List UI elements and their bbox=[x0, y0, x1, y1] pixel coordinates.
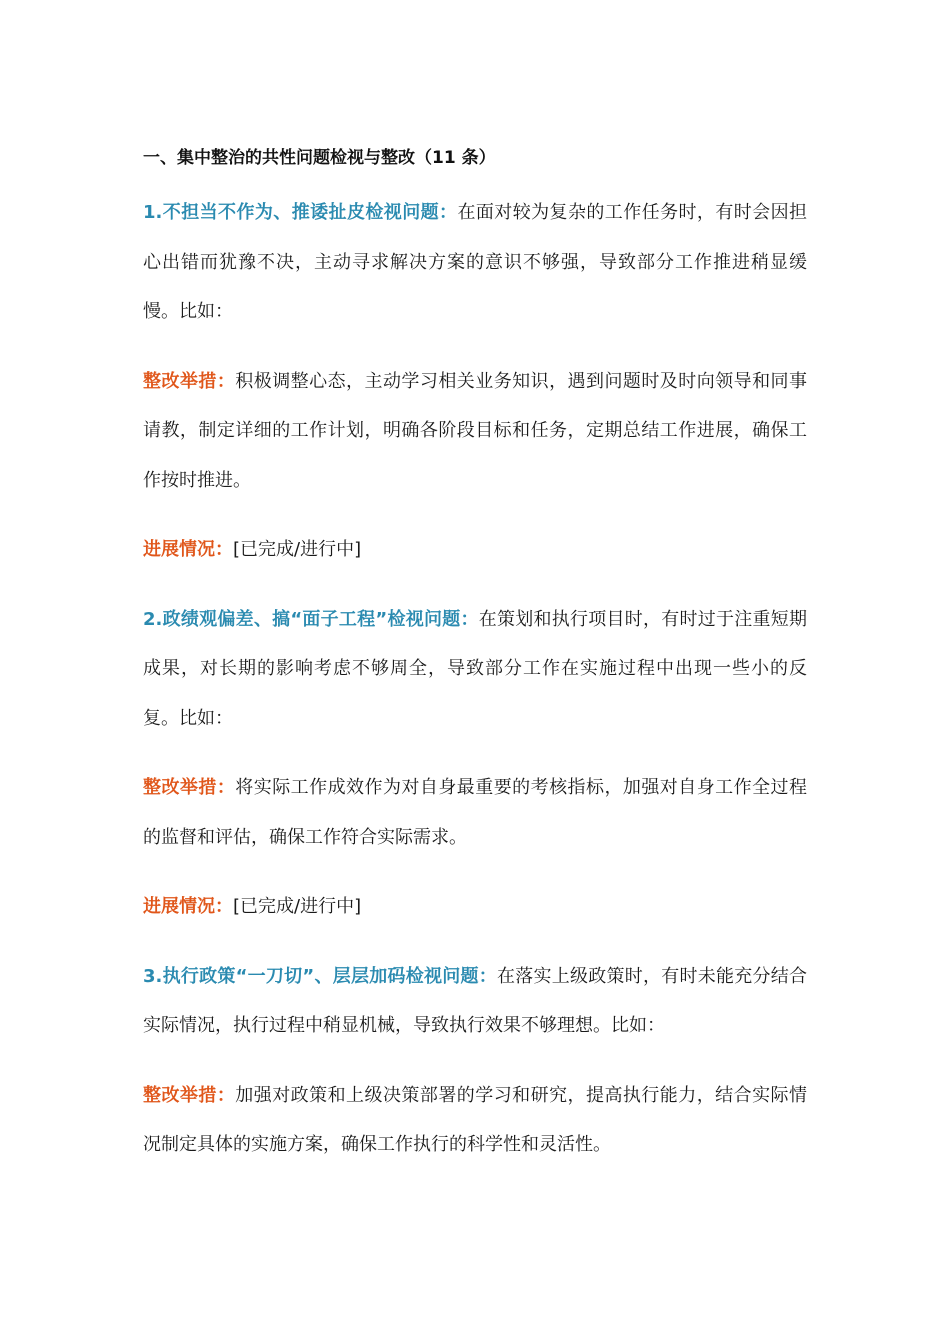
item-3-question bbox=[143, 952, 807, 1051]
item-3-question-label: 3.执行政策“一刀切”、层层加码检视问题： bbox=[143, 965, 498, 987]
item-2-question-text: 在策划和执行项目时，有时过于注重短期成果，对长期的影响考虑不够周全，导致部分工作在实施过程中出现一些小的反复。比如： bbox=[143, 608, 807, 729]
item-1-measure-label: 整改举措： bbox=[143, 370, 236, 392]
item-3-measure bbox=[143, 1071, 807, 1170]
item-2-question bbox=[143, 595, 807, 744]
document-page bbox=[143, 140, 807, 1190]
item-3-question-text: 在落实上级政策时，有时未能充分结合实际情况，执行过程中稍显机械，导致执行效果不够理想。比如： bbox=[143, 965, 807, 1036]
item-2-measure-label: 整改举措： bbox=[143, 777, 236, 798]
item-2-measure-text: 将实际工作成效作为对自身最重要的考核指标，加强对自身工作全过程的监督和评估，确保工作符合实际需求。 bbox=[143, 777, 808, 848]
item-3-measure-text: 加强对政策和上级决策部署的学习和研究，提高执行能力，结合实际情况制定具体的实施方案，确保工作执行的科学性和灵活性。 bbox=[143, 1084, 808, 1155]
item-2-measure bbox=[143, 763, 807, 862]
item-3-measure-label: 整改举措： bbox=[143, 1084, 236, 1106]
item-1-question-label: 1.不担当不作为、推诿扯皮检视问题： bbox=[143, 202, 458, 223]
item-1-status-text: [已完成/进行中] bbox=[233, 539, 362, 560]
section-title: 一、集中整治的共性问题检视与整改（11 条） bbox=[143, 148, 496, 168]
item-2-status-label: 进展情况： bbox=[143, 896, 233, 917]
item-1-question bbox=[143, 188, 807, 337]
item-1-question-text: 在面对较为复杂的工作任务时，有时会因担心出错而犹豫不决，主动寻求解决方案的意识不够强，导致部分工作推进稍显缓慢。比如： bbox=[143, 202, 807, 322]
item-1-status bbox=[143, 525, 807, 575]
item-2-question-label: 2.政绩观偏差、搞“面子工程”检视问题： bbox=[143, 608, 479, 630]
item-2-status bbox=[143, 882, 807, 932]
item-2-status-text: [已完成/进行中] bbox=[233, 896, 362, 917]
item-1-measure-text: 积极调整心态，主动学习相关业务知识，遇到问题时及时向领导和同事请教，制定详细的工作计划，明确各阶段目标和任务，定期总结工作进展，确保工作按时推进。 bbox=[143, 370, 808, 491]
item-1-status-label: 进展情况： bbox=[143, 539, 233, 560]
item-1-measure bbox=[143, 357, 807, 506]
